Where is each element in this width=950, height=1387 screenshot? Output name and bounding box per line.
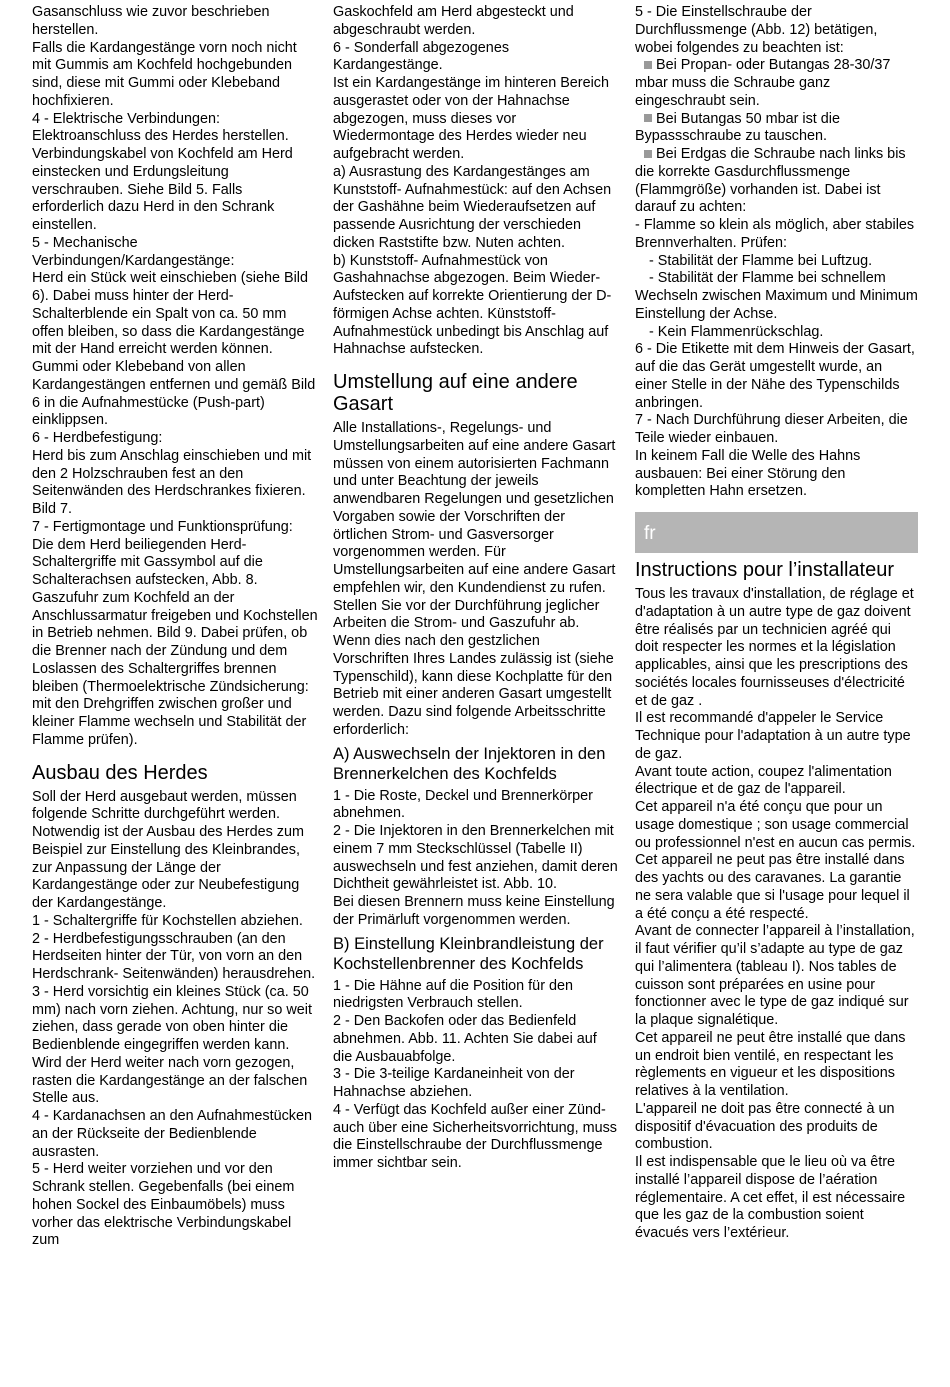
paragraph: Gasanschluss wie zuvor beschrieben herstellen. (32, 4, 270, 38)
paragraph: Wenn dies nach den gestzlichen Vorschriften Ihres Landes zulässig ist (siehe Typenschild), kann diese Kochplatte für den Betrieb mit einer anderen Gasart umgestellt werden. Dazu sind folgende Arbeitsschritte erforderlich: (333, 633, 614, 738)
dash-sub-item (635, 253, 918, 271)
dash-sub-text: - Stabilität der Flamme bei Luftzug. (649, 252, 873, 269)
paragraph: 2 - Den Backofen oder das Bedienfeld abnehmen. Abb. 11. Achten Sie dabei auf die Ausbauabfolge. (333, 1013, 597, 1065)
column-right (635, 4, 918, 1243)
paragraph: a) Ausrastung des Kardangestänges am Kunststoff- Aufnahmestück: auf den Achsen der Gashähne beim Wiederaufsetzen auf passende Ausrichtung der verschieden dicken Raststifte bzw. Nuten achten. (333, 163, 612, 251)
paragraph: 4 - Kardanachsen an den Aufnahmestücken an der Rückseite der Bedienblende ausrasten. (32, 1108, 313, 1160)
square-bullet-icon (644, 114, 652, 122)
bullet-text: Bei Butangas 50 mbar ist die Bypassschraube zu tauschen. (635, 110, 840, 145)
paragraph: L'appareil ne doit pas être connecté à un dispositif d'évacuation des produits de combustion. (635, 1100, 895, 1153)
paragraph: Die dem Herd beiliegenden Herd-Schaltergriffe mit Gassymbol auf die Schalterachsen aufstecken, Abb. 8. Gaszufuhr zum Kochfeld an der Anschlussarmatur freigeben und Kochstellen in Betrieb nehmen. Bild 9. Dabei prüfen, ob die Brenner nach der Zündung und dem Loslassen des Schaltergriffes brennen bleiben (Thermoelektrische Zündsicherung: mit den Drehgriffen zwischen großer und kleiner Flamme wechseln und Stabilität der Flamme prüfen). (32, 536, 318, 748)
paragraph: Stellen Sie vor der Durchführung jeglicher Arbeiten die Strom- und Gaszufuhr ab. (333, 597, 600, 632)
paragraph: 2 - Die Injektoren in den Brennerkelchen mit einem 7 mm Steckschlüssel (Tabelle II) auswechseln und fest anziehen, damit deren Dichtheit gewährleistet ist. Abb. 10. (333, 823, 618, 893)
paragraph: 2 - Herdbefestigungsschrauben (an den Herdseiten hinter der Tür, von vorn an den Herdschrank- Seitenwänden) herausdrehen. (32, 930, 316, 982)
dash-sub-text: - Kein Flammenrückschlag. (649, 323, 824, 340)
paragraph: 3 - Die 3-teilige Kardaneinheit von der Hahnachse abziehen. (333, 1066, 575, 1100)
paragraph: 5 - Herd weiter vorziehen und vor den Schrank stellen. Gegebenfalls (bei einem hohen Sockel des Einbaumöbels) muss vorher das elektrische Verbindungskabel zum (32, 1161, 295, 1249)
paragraph: Il est recommandé d'appeler le Service Technique pour l'adaptation à un autre type de gaz. (635, 710, 911, 762)
paragraph: 3 - Herd vorsichtig ein kleines Stück (ca. 50 mm) nach vorn ziehen. Achtung, nur so weit ziehen, dass gerade von oben hinter die Bedienblende eingegriffen werden kann. Wird der Herd weiter nach vorn gezogen, rasten die Kardangestänge an der falschen Stelle aus. (32, 983, 312, 1107)
paragraph: 4 - Elektrische Verbindungen: Elektroanschluss des Herdes herstellen. (32, 110, 289, 145)
paragraph: 5 - Mechanische Verbindungen/Kardangestänge: (32, 234, 235, 269)
paragraph: Tous les travaux d'installation, de réglage et d'adaptation à un autre type de gaz doivent être réalisés par un technicien agréé qui doit respecter les normes et la législation applicables, ainsi que les prescriptions des sociétés locales fournisseuses d'électricité et de gaz . (635, 586, 914, 709)
column-middle (333, 4, 619, 1173)
bullet-text: Bei Propan- oder Butangas 28-30/37 mbar muss die Schraube ganz eingeschraubt sein. (635, 57, 891, 109)
paragraph: Ist ein Kardangestänge im hinteren Bereich ausgerastet oder von der Hahnachse abgezogen, muss dieses vor Wiedermontage des Herdes wieder neu aufgebracht werden. (333, 75, 609, 162)
paragraph: Alle Installations-, Regelungs- und Umstellungsarbeiten auf eine andere Gasart müssen von einem autorisierten Fachmann und unter Beachtung der jeweils anwendbaren Regelungen und gesetzlichen Vorgaben sowie der Vorschriften der örtlichen Strom- und Gasversorger vorgenommen werden. Für Umstellungsarbeiten auf eine andere Gasart empfehlen wir, den Kundendienst zu rufen. (333, 420, 616, 596)
dash-sub-item (635, 324, 918, 342)
paragraph: Falls die Kardangestänge vorn noch nicht mit Gummis am Kochfeld hochgebunden sind, diese mit Gummi oder Klebeband hochfixieren. (32, 39, 297, 109)
square-bullet-icon (644, 150, 652, 158)
bullet-item (635, 111, 918, 147)
paragraph: Bei diesen Brennern muss keine Einstellung der Primärluft vorgenommen werden. (333, 894, 615, 928)
subsection-heading: A) Auswechseln der Injektoren in den Brennerkelchen des Kochfelds (333, 744, 606, 783)
paragraph: Avant toute action, coupez l'alimentation électrique et de gaz de l'appareil. (635, 763, 892, 798)
paragraph: Herd bis zum Anschlag einschieben und mit den 2 Holzschrauben fest an den Seitenwänden des Herdschrankes fixieren. Bild 7. (32, 447, 312, 517)
section-heading: Ausbau des Herdes (32, 761, 208, 784)
square-bullet-icon (644, 61, 652, 69)
paragraph: 6 - Sonderfall abgezogenes Kardangestänge. (333, 39, 510, 74)
section-heading: Instructions pour l’installateur (635, 559, 895, 581)
paragraph: 7 - Fertigmontage und Funktionsprüfung: (32, 518, 293, 535)
paragraph: Cet appareil n'a été conçu que pour un usage domestique ; son usage commercial ou professionnel n'est en aucun cas permis. Cet appareil ne peut pas être installé dans des yachts ou des caravanes. La garantie ne sera valable que si l'usage pour lequel il a été conçu a été respecté. (635, 799, 916, 922)
paragraph: 1 - Schaltergriffe für Kochstellen abziehen. (32, 912, 303, 929)
language-bar (635, 512, 918, 553)
paragraph: 1 - Die Hähne auf die Position für den niedrigsten Verbrauch stellen. (333, 977, 573, 1012)
paragraph: In keinem Fall die Welle des Hahns ausbauen: Bei einer Störung den kompletten Hahn ersetzen. (635, 447, 861, 500)
bullet-item (635, 57, 918, 110)
paragraph: Soll der Herd ausgebaut werden, müssen folgende Schritte durchgeführt werden. Notwendig ist der Ausbau des Herdes zum Beispiel zur Einstellung des Kleinbrandes, zur Anpassung der Länge der Kardangestänge oder zur Neubefestigung der Kardangestänge. (32, 788, 304, 911)
bullet-text: Bei Erdgas die Schraube nach links bis die korrekte Gasdurchflussmenge (Flammgröße) vorhanden ist. Dabei ist darauf zu achten: (635, 146, 906, 216)
bullet-item (635, 146, 918, 217)
paragraph: Verbindungskabel von Kochfeld am Herd einstecken und Erdungsleitung verschrauben. Siehe Bild 5. Falls erforderlich dazu Herd in den Schrank einstellen. (32, 146, 293, 233)
language-code: fr (644, 523, 656, 544)
paragraph: 5 - Die Einstellschraube der Durchflussmenge (Abb. 12) betätigen, wobei folgendes zu beachten ist: (635, 4, 878, 56)
section-heading: Umstellung auf eine andere Gasart (333, 371, 578, 415)
paragraph: Cet appareil ne peut être installé que dans un endroit bien ventilé, en respectant les règlements en vigueur et les dispositions relatives à la ventilation. (635, 1029, 906, 1099)
paragraph: Avant de connecter l’appareil à l’installation, il faut vérifier qu’il s’adapte au type de gaz qui l’alimentera (tableau I). Nos tables de cuisson sont préparées en usine pour fonctionner avec le type de gaz indiqué sur la plaque signalétique. (635, 923, 915, 1028)
dash-item: - Flamme so klein als möglich, aber stabiles Brennverhalten. Prüfen: (635, 217, 915, 251)
paragraph: 6 - Die Etikette mit dem Hinweis der Gasart, auf die das Gerät umgestellt wurde, an einer Stelle in der Nähe des Typenschilds anbringen. (635, 341, 915, 411)
paragraph: Il est indispensable que le lieu où va être installé l’appareil dispose de l’aération réglementaire. A cet effet, il est nécessaire que les gaz de la combustion soient évacués vers l’extérieur. (635, 1154, 906, 1241)
paragraph: 4 - Verfügt das Kochfeld außer einer Zünd- auch über eine Sicherheitsvorrichtung, muss die Einstellschraube der Durchflussmenge immer sichtbar sein. (333, 1101, 617, 1171)
dash-sub-item (635, 270, 918, 323)
dash-sub-text: - Stabilität der Flamme bei schnellem Wechseln zwischen Maximum und Minimum Einstellung der Achse. (635, 270, 918, 322)
subsection-heading: B) Einstellung Kleinbrandleistung der Kochstellenbrenner des Kochfelds (333, 934, 604, 973)
paragraph: Gaskochfeld am Herd abgesteckt und abgeschraubt werden. (333, 4, 574, 38)
column-left (32, 4, 318, 1250)
paragraph: 6 - Herdbefestigung: (32, 430, 163, 446)
paragraph: Herd ein Stück weit einschieben (siehe Bild 6). Dabei muss hinter der Herd-Schalterblende ein Spalt von ca. 50 mm offen bleiben, so dass die Kardangestänge mit der Hand erreicht werden können. Gummi oder Klebeband von allen Kardangestängen entfernen und gemäß Bild 6 in die Aufnahmestücke (Push-part) einklippsen. (32, 270, 316, 429)
paragraph: 1 - Die Roste, Deckel und Brennerkörper abnehmen. (333, 787, 593, 822)
paragraph: b) Kunststoff- Aufnahmestück von Gashahnachse abgezogen. Beim Wieder- Aufstecken auf korrekte Orientierung der D-förmigen Achse achten. Künststoff- Aufnahmestück unbedingt bis Anschlag auf Hahnachse aufstecken. (333, 252, 612, 358)
paragraph: 7 - Nach Durchführung dieser Arbeiten, die Teile wieder einbauen. (635, 412, 908, 446)
